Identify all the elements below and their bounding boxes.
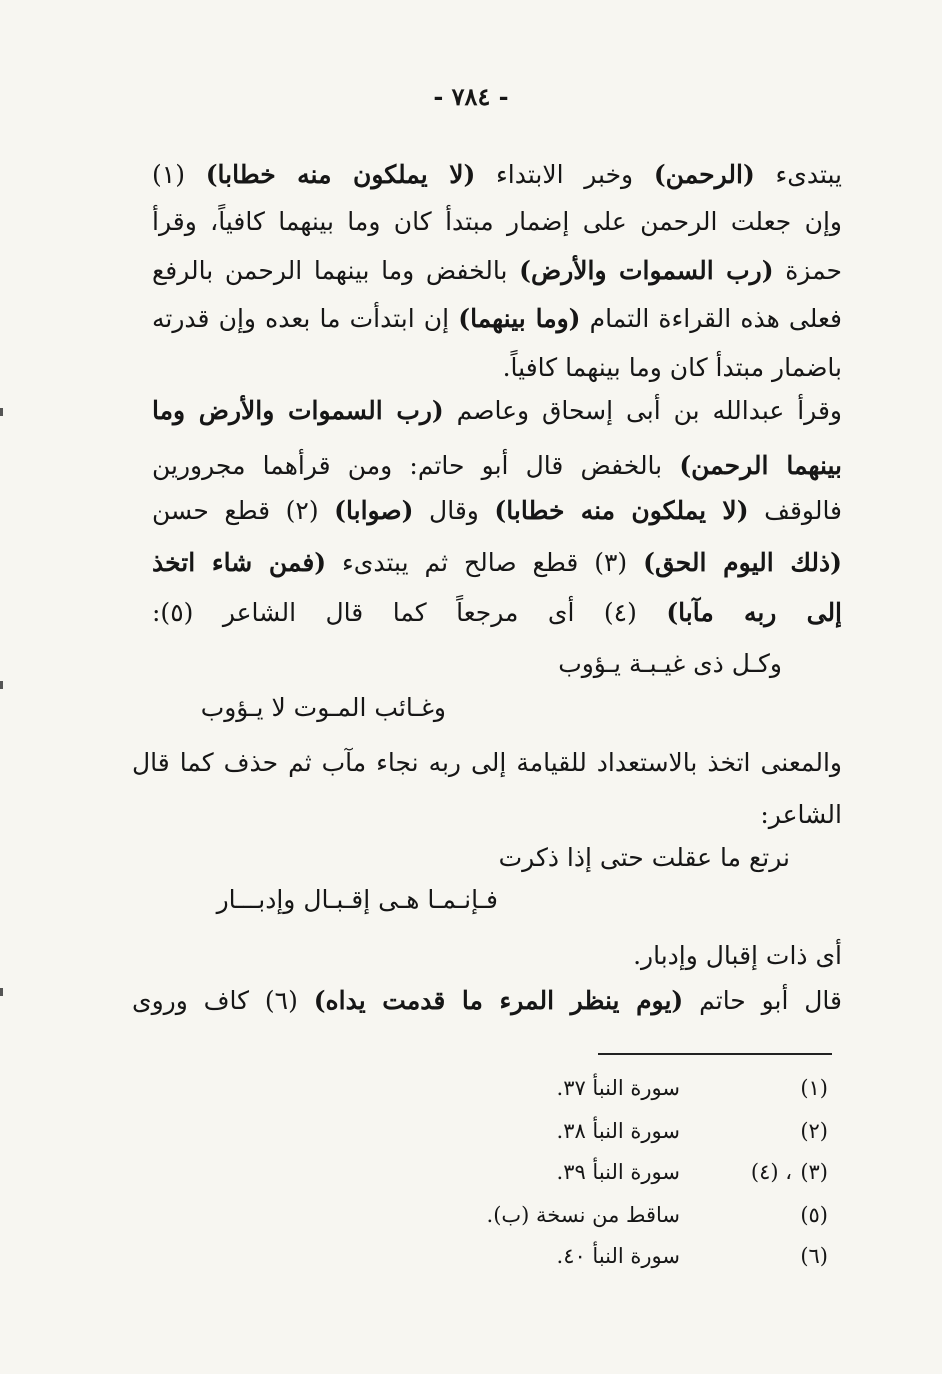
scan-edge-mark — [0, 988, 3, 996]
text-line-the-poet: الشاعر: — [760, 800, 842, 829]
page-number: - ٧٨٤ - — [433, 82, 509, 111]
verse-2-line-2: فـإنـمـا هـى إقـبـال وإدبـــار — [216, 885, 498, 914]
text-run: وخبر الابتداء — [475, 160, 654, 189]
quran-quote: (لا يملكون منه خطابا) — [494, 496, 749, 525]
text-run: (٣) قطع صالح ثم يبتدىء — [326, 548, 644, 577]
text-line-3 — [152, 251, 842, 291]
quran-quote: (لا يملكون منه خطابا) — [205, 160, 476, 189]
text-run: (٤) أى مرجعاً كما قال الشاعر (٥): — [152, 598, 667, 627]
text-run: فعلى هذه القراءة التمام — [580, 304, 843, 333]
text-run: بالخفض وما بينهما الرحمن بالرفع — [152, 256, 520, 285]
quran-quote: (ذلك اليوم الحق) — [643, 548, 843, 577]
quran-quote: (رب السموات والأرض) — [519, 256, 774, 285]
text-run: فالوقف — [748, 496, 843, 525]
footnote-divider — [598, 1053, 832, 1055]
footnote-text: سورة النبأ ٣٨. — [556, 1119, 680, 1143]
text-line-9 — [152, 543, 842, 583]
text-line-1 — [152, 155, 842, 195]
footnote-number: (٢) — [800, 1119, 828, 1143]
text-run: بالخفض قال أبو حاتم: ومن قرأهما مجرورين — [152, 451, 680, 480]
text-run: باضمار مبتدأ كان وما بينهما كافياً. — [502, 353, 842, 382]
quran-quote: (يوم ينظر المرء ما قدمت يداه) — [313, 986, 684, 1015]
closing-text-line-2 — [132, 981, 842, 1021]
verse-1-line-1: وكـل ذى غيـبـة يـؤوب — [558, 649, 782, 678]
quran-quote: (الرحمن) — [653, 160, 755, 189]
quran-quote: بينهما الرحمن) — [679, 451, 842, 480]
verse-1-line-2: وغـائب المـوت لا يـؤوب — [200, 693, 446, 722]
text-run: أى ذات إقبال وإدبار. — [633, 941, 842, 970]
verse-2-line-1: نرتع ما عقلت حتى إذا ذكرت — [498, 843, 790, 872]
text-run: (٦) كاف وروى — [132, 986, 314, 1015]
text-run: وقرأ عبدالله بن أبى إسحاق وعاصم — [443, 396, 842, 425]
footnote-text: سورة النبأ ٤٠. — [556, 1244, 680, 1268]
text-line-the-meaning: والمعنى اتخذ بالاستعداد للقيامة إلى ربه نجاء مآب ثم حذف كما قال — [132, 748, 842, 777]
quran-quote: (فمن شاء اتخذ — [152, 548, 327, 577]
scan-edge-mark — [0, 681, 3, 689]
text-run: وإن جعلت الرحمن على إضمار مبتدأ كان وما بينهما كافياً، وقرأ — [152, 207, 842, 236]
text-run: يبتدىء — [754, 160, 843, 189]
quran-quote: (صوابا) — [334, 496, 414, 525]
footnote-number-extra: ، (٤) — [750, 1160, 792, 1184]
quran-quote: (رب السموات والأرض وما — [152, 396, 444, 425]
text-run: (١) — [152, 160, 206, 189]
text-line-2 — [152, 202, 842, 242]
footnote-number: (٣) — [800, 1160, 828, 1184]
text-line-5 — [503, 348, 842, 388]
text-line-6 — [152, 391, 842, 431]
footnote-text: سورة النبأ ٣٩. — [556, 1160, 680, 1184]
footnote-text: سورة النبأ ٣٧. — [556, 1076, 680, 1100]
text-run: قال أبو حاتم — [683, 986, 843, 1015]
closing-text-line-1 — [633, 936, 842, 976]
text-run: إن ابتدأت ما بعده وإن قدرته — [152, 304, 459, 333]
text-run: حمزة — [773, 256, 843, 285]
quran-quote: (وما بينهما) — [458, 304, 581, 333]
footnote-text: ساقط من نسخة (ب). — [486, 1203, 680, 1227]
scan-edge-mark — [0, 408, 3, 416]
text-run: وقال — [413, 496, 495, 525]
footnote-number: (٦) — [800, 1244, 828, 1268]
text-line-4 — [152, 299, 842, 339]
text-line-10 — [152, 593, 842, 633]
quran-quote: إلى ربه مآبا) — [666, 598, 843, 627]
text-line-8 — [152, 491, 842, 531]
text-line-7 — [152, 446, 842, 486]
footnote-number: (١) — [800, 1076, 828, 1100]
footnote-number: (٥) — [800, 1203, 828, 1227]
text-run: (٢) قطع حسن — [152, 496, 335, 525]
